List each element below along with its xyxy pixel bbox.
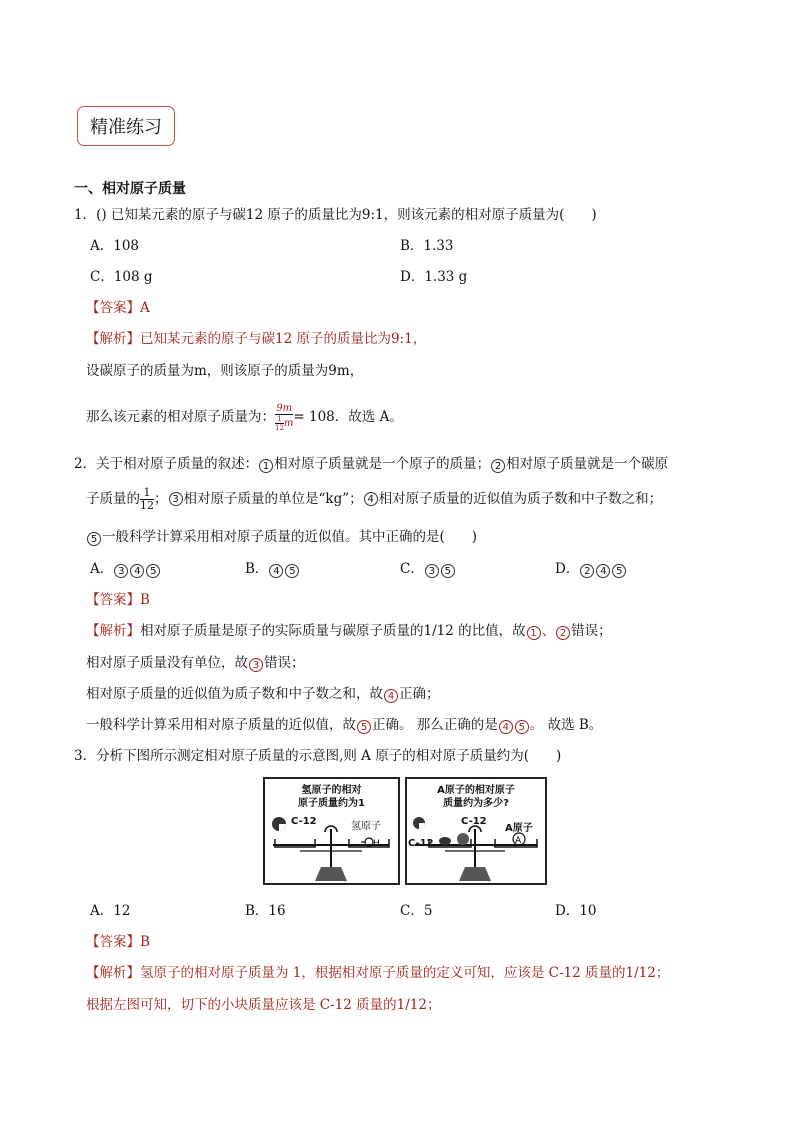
balance-scale-left	[265, 779, 398, 883]
q2-option-c: C． 3 5	[400, 560, 456, 578]
figure-a-atom-balance: A原子的相对原子 质量约为多少? C-12 C-12 A原子 A	[405, 777, 547, 885]
q3-option-c: C．5	[400, 903, 433, 919]
q2-line-1: 2．关于相对原子质量的叙述： 1 相对原子质量就是一个原子的质量； 2 相对原子质量就是一个碳原	[74, 456, 669, 472]
q1-option-b: B．1.33	[400, 238, 454, 254]
q2-analysis-2: 相对原子质量没有单位，故 3 错误；	[86, 655, 305, 671]
q1-option-d: D．1.33 g	[400, 269, 468, 285]
q3-option-a: A．12	[90, 903, 131, 919]
q2-line-3: 5 一般科学计算采用相对原子质量的近似值。其中正确的是( )	[86, 528, 477, 546]
q1-answer: 【答案】A	[86, 300, 150, 316]
q1-analysis-3: 那么该元素的相对原子质量为： 9m $\frac{1}{12}$ m = 108．故选 A。	[86, 402, 403, 432]
q2-line-2: 子质量的 $\frac{1}{12}$ ； 3 相对原子质量的单位是“kg”； 4 相对原子质量的近似值为质子数和中子数之和；	[86, 485, 663, 512]
section-badge: 精准练习	[77, 106, 175, 146]
q3-option-b: B．16	[245, 903, 286, 919]
q2-analysis-4: 一般科学计算采用相对原子质量的近似值，故 5 正确。 那么正确的是 4 5 。 故选 B。	[86, 717, 603, 733]
q1-option-c: C．108 g	[90, 269, 153, 285]
q1-fraction: 9m $\frac{1}{12}$ m	[275, 402, 294, 432]
q1-analysis-1: 【解析】已知某元素的原子与碳12 原子的质量比为9:1，	[86, 331, 427, 347]
figure-hydrogen-balance: 氢原子的相对 原子质量约为1 C-12 氢原子 H	[263, 777, 400, 885]
q1-analysis-2: 设碳原子的质量为m，则该原子的质量为9m，	[86, 363, 364, 379]
q1-stem: 1．() 已知某元素的原子与碳12 原子的质量比为9:1，则该元素的相对原子质量为( )	[74, 207, 597, 223]
q3-analysis-1: 【解析】氢原子的相对原子质量为 1，根据相对原子质量的定义可知，应该是 C-12 质量的1/12；	[86, 965, 670, 981]
q2-analysis-3: 相对原子质量的近似值为质子数和中子数之和，故 4 正确；	[86, 686, 440, 702]
q3-option-d: D．10	[555, 903, 597, 919]
q2-option-b: B． 4 5	[245, 560, 300, 578]
q2-analysis-1: 【解析】相对原子质量是原子的实际质量与碳原子质量的1/12 的比值，故 1 、 2 错误；	[86, 623, 612, 639]
svg-text:A: A	[515, 836, 522, 846]
q1-option-a: A．108	[90, 238, 140, 254]
balance-scale-right	[407, 779, 545, 883]
section-title: 一、相对原子质量	[74, 181, 186, 197]
q2-option-d: D． 2 4 5	[555, 560, 627, 578]
q3-analysis-2: 根据左图可知，切下的小块质量应该是 C-12 质量的1/12；	[86, 997, 441, 1013]
q2-option-a: A． 3 4 5	[90, 560, 161, 578]
svg-text:H: H	[373, 839, 380, 849]
q3-answer: 【答案】B	[86, 934, 150, 950]
q3-stem: 3．分析下图所示测定相对原子质量的示意图,则 A 原子的相对原子质量约为( )	[74, 748, 562, 764]
q2-answer: 【答案】B	[86, 592, 150, 608]
